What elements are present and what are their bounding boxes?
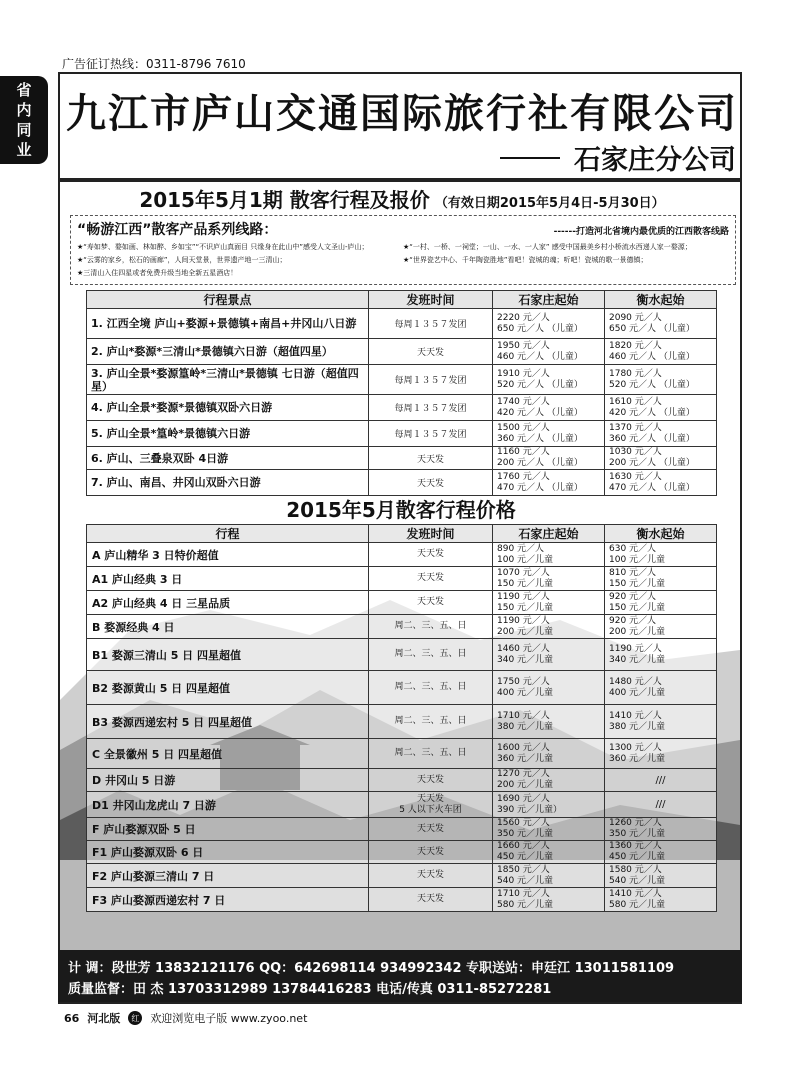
schedule-line: 周二、三、五、日 xyxy=(394,748,467,758)
price-shijiazhuang xyxy=(493,470,605,496)
departure-schedule xyxy=(369,470,493,496)
price-line: 1580 元／人 xyxy=(609,864,662,875)
price-line: 380 元／儿童 xyxy=(497,721,554,732)
route-name: F 庐山婺源双卧 5 日 xyxy=(87,818,369,841)
price-line: 920 元／人 xyxy=(609,615,657,626)
col-header: 发班时间 xyxy=(369,525,493,543)
departure-schedule xyxy=(369,769,493,792)
table-row xyxy=(87,639,717,671)
tour-price-table-1 xyxy=(86,290,717,496)
price-shijiazhuang xyxy=(493,769,605,792)
price-line: 1190 元／人 xyxy=(497,615,550,626)
price-line: 1780 元／人 xyxy=(609,368,662,379)
table-row xyxy=(87,818,717,841)
series-row xyxy=(77,255,729,265)
schedule-line: 天天发 xyxy=(416,774,444,785)
price-line: 540 元／儿童 xyxy=(497,875,554,886)
price-line: 1460 元／人 xyxy=(497,643,550,654)
price-hengshui xyxy=(605,864,717,888)
route-name: 2. 庐山*婺源*三清山*景德镇六日游（超值四星） xyxy=(87,339,369,365)
col-header: 发班时间 xyxy=(369,291,493,309)
series-slogan: ------打造河北省境内最优质的江西散客线路 xyxy=(553,227,729,237)
departure-schedule xyxy=(369,567,493,591)
product-series-box xyxy=(70,215,736,285)
departure-schedule xyxy=(369,395,493,421)
price-shijiazhuang xyxy=(493,395,605,421)
price-shijiazhuang xyxy=(493,309,605,339)
series-row xyxy=(77,268,729,278)
price-line: 460 元／人 （儿童） xyxy=(497,351,583,362)
price-hengshui xyxy=(605,888,717,912)
website-text[interactable]: 欢迎浏览电子版 www.zyoo.net xyxy=(150,1012,308,1025)
may-prices-title: 2015年5月散客行程价格 xyxy=(286,498,516,522)
price-line: 1410 元／人 xyxy=(609,888,662,899)
route-name: F2 庐山婺源三清山 7 日 xyxy=(87,864,369,888)
table-row xyxy=(87,309,717,339)
price-shijiazhuang xyxy=(493,841,605,864)
price-shijiazhuang xyxy=(493,818,605,841)
price-line: 200 元／儿童 xyxy=(609,626,666,637)
price-line: 380 元／儿童 xyxy=(609,721,666,732)
series-item: ★“世界瓷艺中心、千年陶瓷胜地”看吧！瓷城的魂；听吧！瓷城的歌一景德镇； xyxy=(403,256,648,264)
price-hengshui xyxy=(605,567,717,591)
price-line: 890 元／人 xyxy=(497,543,545,554)
price-line: 1630 元／人 xyxy=(609,471,662,482)
price-shijiazhuang xyxy=(493,365,605,395)
price-shijiazhuang xyxy=(493,888,605,912)
schedule-line: 天天发 xyxy=(416,597,444,607)
price-line: 1160 元／人 xyxy=(497,447,550,457)
table-row xyxy=(87,739,717,769)
schedule-line: 5 人以下火车团 xyxy=(399,804,462,815)
price-hengshui xyxy=(605,705,717,739)
route-name: A 庐山精华 3 日特价超值 xyxy=(87,543,369,567)
price-line: 400 元／儿童 xyxy=(497,687,554,698)
schedule-line: 天天发 xyxy=(416,454,444,465)
edition-label: 河北版 xyxy=(87,1012,121,1025)
price-line: 1610 元／人 xyxy=(609,396,662,407)
side-tab-char: 业 xyxy=(16,141,32,159)
price-shijiazhuang xyxy=(493,567,605,591)
price-hengshui xyxy=(605,365,717,395)
price-line: 360 元／人 （儿童） xyxy=(497,433,583,444)
price-shijiazhuang xyxy=(493,543,605,567)
price-line: 100 元／儿童 xyxy=(497,554,554,565)
price-line: 340 元／儿童 xyxy=(609,654,666,665)
departure-schedule xyxy=(369,818,493,841)
price-line: 400 元／儿童 xyxy=(609,687,666,698)
schedule-line: 周二、三、五、日 xyxy=(394,649,467,659)
route-name: B3 婺源西递宏村 5 日 四星超值 xyxy=(87,705,369,739)
schedule-line: 周二、三、五、日 xyxy=(394,682,467,692)
departure-schedule xyxy=(369,339,493,365)
price-line: 1410 元／人 xyxy=(609,710,662,721)
price-line: 1270 元／人 xyxy=(497,769,550,779)
price-line: 460 元／人 （儿童） xyxy=(609,351,695,362)
col-header: 石家庄起始 xyxy=(493,525,605,543)
price-hengshui xyxy=(605,615,717,639)
side-tab-char: 省 xyxy=(16,81,32,99)
price-shijiazhuang xyxy=(493,591,605,615)
issue-validity: （有效日期2015年5月4日-5月30日） xyxy=(434,196,665,211)
price-hengshui xyxy=(605,339,717,365)
route-name: 6. 庐山、三叠泉双卧 4日游 xyxy=(87,447,369,470)
series-row xyxy=(77,242,729,252)
price-line: 340 元／儿童 xyxy=(497,654,554,665)
price-line: 650 元／人 （儿童） xyxy=(497,323,583,334)
price-line: 350 元／儿童 xyxy=(497,829,554,839)
price-line: 1710 元／人 xyxy=(497,888,550,899)
schedule-line: 天天发 xyxy=(416,348,444,358)
price-line: 1850 元／人 xyxy=(497,864,550,875)
price-line: 200 元／儿童 xyxy=(497,626,554,637)
departure-schedule xyxy=(369,888,493,912)
price-hengshui xyxy=(605,792,717,818)
price-line: 1480 元／人 xyxy=(609,676,662,687)
tour-price-table-2 xyxy=(86,524,717,912)
price-line: 100 元／儿童 xyxy=(609,554,666,565)
price-line: 420 元／人 （儿童） xyxy=(497,407,583,418)
schedule-line: 天天发 xyxy=(416,573,444,583)
route-name: A2 庐山经典 4 日 三星品质 xyxy=(87,591,369,615)
price-shijiazhuang xyxy=(493,639,605,671)
price-line: 1820 元／人 xyxy=(609,340,662,351)
issue-title xyxy=(64,184,740,213)
price-line: 1190 元／人 xyxy=(497,591,550,602)
price-line: 420 元／人 （儿童） xyxy=(609,407,695,418)
schedule-line: 每周１３５７发团 xyxy=(394,404,467,414)
price-line: 1910 元／人 xyxy=(497,368,550,379)
price-line: 1500 元／人 xyxy=(497,422,550,433)
price-line: 360 元／儿童 xyxy=(609,753,666,764)
price-line: 200 元／人 （儿童） xyxy=(609,458,695,468)
schedule-line: 周二、三、五、日 xyxy=(394,716,467,726)
price-hengshui xyxy=(605,739,717,769)
route-name: B1 婺源三清山 5 日 四星超值 xyxy=(87,639,369,671)
series-item: ★“一村、一桥、一祠堂；一山、一水、一人家” 感受中国最美乡村小桥流水西递人家一婺源； xyxy=(403,243,692,251)
price-line: 1360 元／人 xyxy=(609,841,662,851)
price-hengshui xyxy=(605,591,717,615)
table-row xyxy=(87,615,717,639)
price-line: 150 元／儿童 xyxy=(609,578,666,589)
schedule-line: 天天发 xyxy=(416,479,444,489)
departure-schedule xyxy=(369,864,493,888)
schedule-line: 天天发 xyxy=(416,549,444,559)
col-header: 石家庄起始 xyxy=(493,291,605,309)
price-line: 390 元／儿童） xyxy=(497,804,563,815)
schedule-line: 周二、三、五、日 xyxy=(394,621,467,631)
price-hengshui xyxy=(605,818,717,841)
price-hengshui xyxy=(605,543,717,567)
table-row xyxy=(87,769,717,792)
schedule-line: 天天发 xyxy=(416,894,444,904)
price-line: 580 元／儿童 xyxy=(609,899,666,910)
route-name: 1. 江西全境 庐山+婺源+景德镇+南昌+井冈山八日游 xyxy=(87,309,369,339)
departure-schedule xyxy=(369,705,493,739)
price-line: 1600 元／人 xyxy=(497,742,550,753)
schedule-line: 每周１３５７发团 xyxy=(394,376,467,386)
table-row xyxy=(87,567,717,591)
price-hengshui xyxy=(605,447,717,470)
departure-schedule xyxy=(369,447,493,470)
side-tab-char: 内 xyxy=(16,101,32,119)
route-name: F1 庐山婺源双卧 6 日 xyxy=(87,841,369,864)
price-hengshui xyxy=(605,671,717,705)
departure-schedule xyxy=(369,365,493,395)
series-item xyxy=(403,268,729,278)
price-line: 470 元／人 （儿童） xyxy=(497,482,583,493)
price-line: 1710 元／人 xyxy=(497,710,550,721)
table-row xyxy=(87,395,717,421)
price-line: /// xyxy=(655,799,666,810)
price-shijiazhuang xyxy=(493,705,605,739)
route-name: 7. 庐山、南昌、井冈山双卧六日游 xyxy=(87,470,369,496)
route-name: B2 婺源黄山 5 日 四星超值 xyxy=(87,671,369,705)
table-row xyxy=(87,888,717,912)
issue-title-main: 2015年5月1期 散客行程及报价 xyxy=(139,188,430,212)
price-line: /// xyxy=(655,774,666,786)
magazine-logo-icon: 红 xyxy=(128,1011,142,1025)
departure-schedule xyxy=(369,792,493,818)
table-row xyxy=(87,365,717,395)
price-line: 540 元／儿童 xyxy=(609,875,666,886)
route-name: 5. 庐山全景*篁岭*景德镇六日游 xyxy=(87,421,369,447)
price-hengshui xyxy=(605,841,717,864)
route-name: 4. 庐山全景*婺源*景德镇双卧六日游 xyxy=(87,395,369,421)
price-shijiazhuang xyxy=(493,615,605,639)
table-row xyxy=(87,421,717,447)
price-shijiazhuang xyxy=(493,671,605,705)
contact-line: 质量监督：田 杰 13703312989 13784416283 电话/传真 0311-85272281 xyxy=(68,982,552,997)
series-title: “畅游江西”散客产品系列线路： xyxy=(77,222,278,238)
price-line: 1760 元／人 xyxy=(497,471,550,482)
price-line: 1370 元／人 xyxy=(609,422,662,433)
series-item: ★“云雾的家乡，松石的画廊”，人间天堂景，世界遗产地一三清山； xyxy=(77,256,287,264)
side-section-tab xyxy=(0,76,48,164)
table-row xyxy=(87,470,717,496)
schedule-line: 天天发 xyxy=(416,793,444,804)
series-item: ★三清山入住四星或者免费升级当地全新五星酒店！ xyxy=(77,269,238,277)
contact-line: 计 调：段世芳 13832121176 QQ：642698114 934992342 专职送站：申廷江 13011581109 xyxy=(68,961,675,976)
price-line: 450 元／儿童 xyxy=(497,852,554,862)
route-name: D1 井冈山龙虎山 7 日游 xyxy=(87,792,369,818)
route-name: C 全景徽州 5 日 四星超值 xyxy=(87,739,369,769)
price-line: 520 元／人 （儿童） xyxy=(497,379,583,390)
col-header: 衡水起始 xyxy=(605,291,717,309)
price-line: 150 元／儿童 xyxy=(497,578,554,589)
price-line: 630 元／人 xyxy=(609,543,657,554)
price-line: 920 元／人 xyxy=(609,591,657,602)
series-item: ★“寿如梦、婺如画、林如醉、乡如宝”“不识庐山真面目 只缘身在此山中”感受人文圣山-庐山； xyxy=(77,243,369,251)
price-line: 1260 元／人 xyxy=(609,818,662,828)
route-name: A1 庐山经典 3 日 xyxy=(87,567,369,591)
price-hengshui xyxy=(605,470,717,496)
departure-schedule xyxy=(369,591,493,615)
price-line: 360 元／人 （儿童） xyxy=(609,433,695,444)
page-number: 66 xyxy=(64,1011,80,1025)
contact-bar xyxy=(58,950,742,1002)
price-line: 2220 元／人 xyxy=(497,312,550,323)
price-line: 1660 元／人 xyxy=(497,841,550,851)
departure-schedule xyxy=(369,841,493,864)
price-line: 200 元／儿童 xyxy=(497,780,554,790)
price-line: 1190 元／人 xyxy=(609,643,662,654)
route-name: D 井冈山 5 日游 xyxy=(87,769,369,792)
route-name: F3 庐山婺源西递宏村 7 日 xyxy=(87,888,369,912)
price-shijiazhuang xyxy=(493,339,605,365)
price-shijiazhuang xyxy=(493,792,605,818)
price-line: 580 元／儿童 xyxy=(497,899,554,910)
page-footer xyxy=(64,1010,307,1026)
company-name: 九江市庐山交通国际旅行社有限公司 xyxy=(66,90,738,137)
table-row xyxy=(87,792,717,818)
col-header: 行程 xyxy=(87,525,369,543)
table-row xyxy=(87,705,717,739)
price-line: 2090 元／人 xyxy=(609,312,662,323)
table-row xyxy=(87,447,717,470)
departure-schedule xyxy=(369,543,493,567)
price-line: 1300 元／人 xyxy=(609,742,662,753)
price-hengshui xyxy=(605,769,717,792)
table-row xyxy=(87,671,717,705)
table-row xyxy=(87,543,717,567)
ad-hotline: 广告征订热线：0311-8796 7610 xyxy=(62,57,246,71)
branch-dash xyxy=(500,157,560,159)
table-row xyxy=(87,339,717,365)
route-name: B 婺源经典 4 日 xyxy=(87,615,369,639)
departure-schedule xyxy=(369,309,493,339)
price-line: 1740 元／人 xyxy=(497,396,550,407)
schedule-line: 天天发 xyxy=(416,846,444,857)
price-line: 450 元／儿童 xyxy=(609,852,666,862)
departure-schedule xyxy=(369,639,493,671)
price-line: 520 元／人 （儿童） xyxy=(609,379,695,390)
price-line: 1750 元／人 xyxy=(497,676,550,687)
price-shijiazhuang xyxy=(493,864,605,888)
schedule-line: 每周１３５７发团 xyxy=(394,430,467,440)
departure-schedule xyxy=(369,615,493,639)
price-line: 150 元／儿童 xyxy=(497,602,554,613)
table-row xyxy=(87,864,717,888)
col-header: 行程景点 xyxy=(87,291,369,309)
price-line: 150 元／儿童 xyxy=(609,602,666,613)
schedule-line: 每周１３５７发团 xyxy=(394,320,467,330)
price-line: 1560 元／人 xyxy=(497,818,550,828)
price-line: 1030 元／人 xyxy=(609,447,662,457)
price-line: 350 元／儿童 xyxy=(609,829,666,839)
price-hengshui xyxy=(605,395,717,421)
price-line: 1690 元／人 xyxy=(497,793,550,804)
schedule-line: 天天发 xyxy=(416,823,444,834)
departure-schedule xyxy=(369,739,493,769)
branch-heading xyxy=(500,138,736,177)
price-hengshui xyxy=(605,639,717,671)
branch-name: 石家庄分公司 xyxy=(574,145,736,176)
price-line: 360 元／儿童 xyxy=(497,753,554,764)
price-line: 200 元／人 （儿童） xyxy=(497,458,583,468)
price-hengshui xyxy=(605,309,717,339)
price-line: 1950 元／人 xyxy=(497,340,550,351)
side-tab-char: 同 xyxy=(16,121,32,139)
schedule-line: 天天发 xyxy=(416,870,444,880)
price-line: 650 元／人 （儿童） xyxy=(609,323,695,334)
price-shijiazhuang xyxy=(493,447,605,470)
price-shijiazhuang xyxy=(493,421,605,447)
price-line: 470 元／人 （儿童） xyxy=(609,482,695,493)
price-shijiazhuang xyxy=(493,739,605,769)
departure-schedule xyxy=(369,421,493,447)
price-line: 810 元／人 xyxy=(609,567,657,578)
table-row xyxy=(87,841,717,864)
header-divider xyxy=(58,178,742,182)
col-header: 衡水起始 xyxy=(605,525,717,543)
route-name: 3. 庐山全景*婺源篁岭*三清山*景德镇 七日游（超值四星） xyxy=(87,365,369,395)
departure-schedule xyxy=(369,671,493,705)
price-line: 1070 元／人 xyxy=(497,567,550,578)
price-hengshui xyxy=(605,421,717,447)
table-row xyxy=(87,591,717,615)
